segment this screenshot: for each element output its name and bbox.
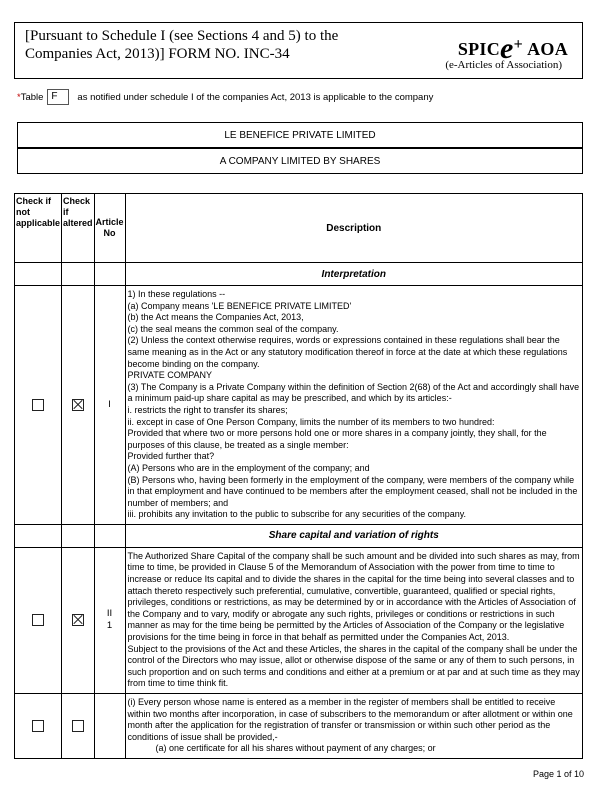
articles-table bbox=[14, 193, 583, 759]
brand-suffix: AOA bbox=[527, 39, 568, 59]
company-name-field[interactable]: LE BENEFICE PRIVATE LIMITED bbox=[17, 122, 583, 148]
col-altered: Check if altered bbox=[62, 194, 95, 263]
article-number bbox=[94, 694, 125, 759]
article-number: I bbox=[94, 286, 125, 525]
altered-checkbox[interactable] bbox=[72, 399, 84, 411]
section-heading: Share capital and variation of rights bbox=[125, 524, 582, 547]
altered-checkbox[interactable] bbox=[72, 720, 84, 732]
table-field[interactable]: F bbox=[47, 89, 69, 105]
required-asterisk: * bbox=[17, 91, 21, 103]
col-description: Description bbox=[125, 194, 582, 263]
not-applicable-checkbox[interactable] bbox=[32, 614, 44, 626]
article-number: II 1 bbox=[94, 547, 125, 693]
table-label: Table bbox=[20, 91, 44, 103]
table-header-row bbox=[15, 194, 583, 263]
table-selection-line bbox=[17, 89, 433, 105]
article-row bbox=[15, 694, 583, 759]
article-description: 1) In these regulations -- (a) Company means 'LE BENEFICE PRIVATE LIMITED' (b) the Act means the Companies Act, 2013, (c) the seal means the common seal of the company. (2) Unless the context otherwise requires, words or expressions contained in these regulations shall bear the same meaning as in the Act or any statutory modification thereof in force at the date at which these regulations become binding on the company. PRIVATE COMPANY (3) The Company is a Private Company within the definition of Section 2(68) of the Act and accordingly shall have a minimum paid-up share capital as may be prescribed, and which by its articles:- i. restricts the right to transfer its shares; ii. except in case of One Person Company, limits the number of its members to two hundred: Provided that where two or more persons hold one or more shares in a company jointly, they shall, for the purposes of this clause, be treated as a single member: Provided further that? (A) Persons who are in the employment of the company; and (B) Persons who, having been formerly in the employment of the company, were members of the company while in that employment and have continued to be members after the employment ceased, shall not be included in the number of members; and iii. prohibits any invitation to the public to subscribe for any securities of the company. bbox=[125, 286, 582, 525]
col-article-no: Article No bbox=[94, 194, 125, 263]
article-description: The Authorized Share Capital of the company shall be such amount and be divided into such shares as may, from time to time, be provided in Clause 5 of the Memorandum of Association with the power from time to time to increase or reduce Its capital and to divide the shares in the capital for the time being into several classes and to attach thereto respectively such preferential, cumulative, convertible, guaranteed, qualified or special rights, privileges, conditions or restrictions, as may be determined by or in accordance with the Articles of Association of the Company and to vary, modify or abrogate any such rights, privileges or conditions or restrictions in such manner as may for the time being be permitted by the Articles of Association of the Company or the legislative provisions for the time being in force in that behalf as permitted under the Companies Act, 2013. Subject to the provisions of the Act and these Articles, the shares in the capital of the company shall be under the control of the Directors who may issue, allot or otherwise dispose of the same or any of them to such persons, in such proportion and on such terms and conditions and either at a premium or at par and at such time as they may from time to time think fit. bbox=[125, 547, 582, 693]
form-subtitle: (e-Articles of Association) bbox=[445, 59, 562, 71]
section-heading: Interpretation bbox=[125, 263, 582, 286]
page-number: Page 1 of 10 bbox=[532, 769, 584, 779]
brand-e: e bbox=[500, 32, 514, 65]
brand-prefix: SPIC bbox=[457, 39, 501, 59]
table-line-text: as notified under schedule I of the companies Act, 2013 is applicable to the company bbox=[77, 91, 434, 103]
altered-checkbox[interactable] bbox=[72, 614, 84, 626]
section-row bbox=[15, 263, 583, 286]
article-description: (i) Every person whose name is entered as a member in the register of members shall be entitled to receive within two months after incorporation, in case of subscribers to the memorandum or after allotment or within one month after the application for the registration of transfer or transmission or within such other period as the conditions of issue shall be provided,- (a) one certificate for all his shares without payment of any charges; or bbox=[125, 694, 582, 759]
form-title: [Pursuant to Schedule I (see Sections 4 and 5) to the Companies Act, 2013)] FORM NO. INC-34 bbox=[25, 28, 339, 62]
company-type-field[interactable]: A COMPANY LIMITED BY SHARES bbox=[17, 148, 583, 174]
article-row bbox=[15, 286, 583, 525]
article-row bbox=[15, 547, 583, 693]
not-applicable-checkbox[interactable] bbox=[32, 399, 44, 411]
col-not-applicable: Check if not applicable bbox=[15, 194, 62, 263]
brand-plus: + bbox=[513, 36, 524, 53]
not-applicable-checkbox[interactable] bbox=[32, 720, 44, 732]
form-header bbox=[14, 22, 583, 79]
section-row bbox=[15, 524, 583, 547]
spice-aoa-logo bbox=[458, 29, 568, 63]
